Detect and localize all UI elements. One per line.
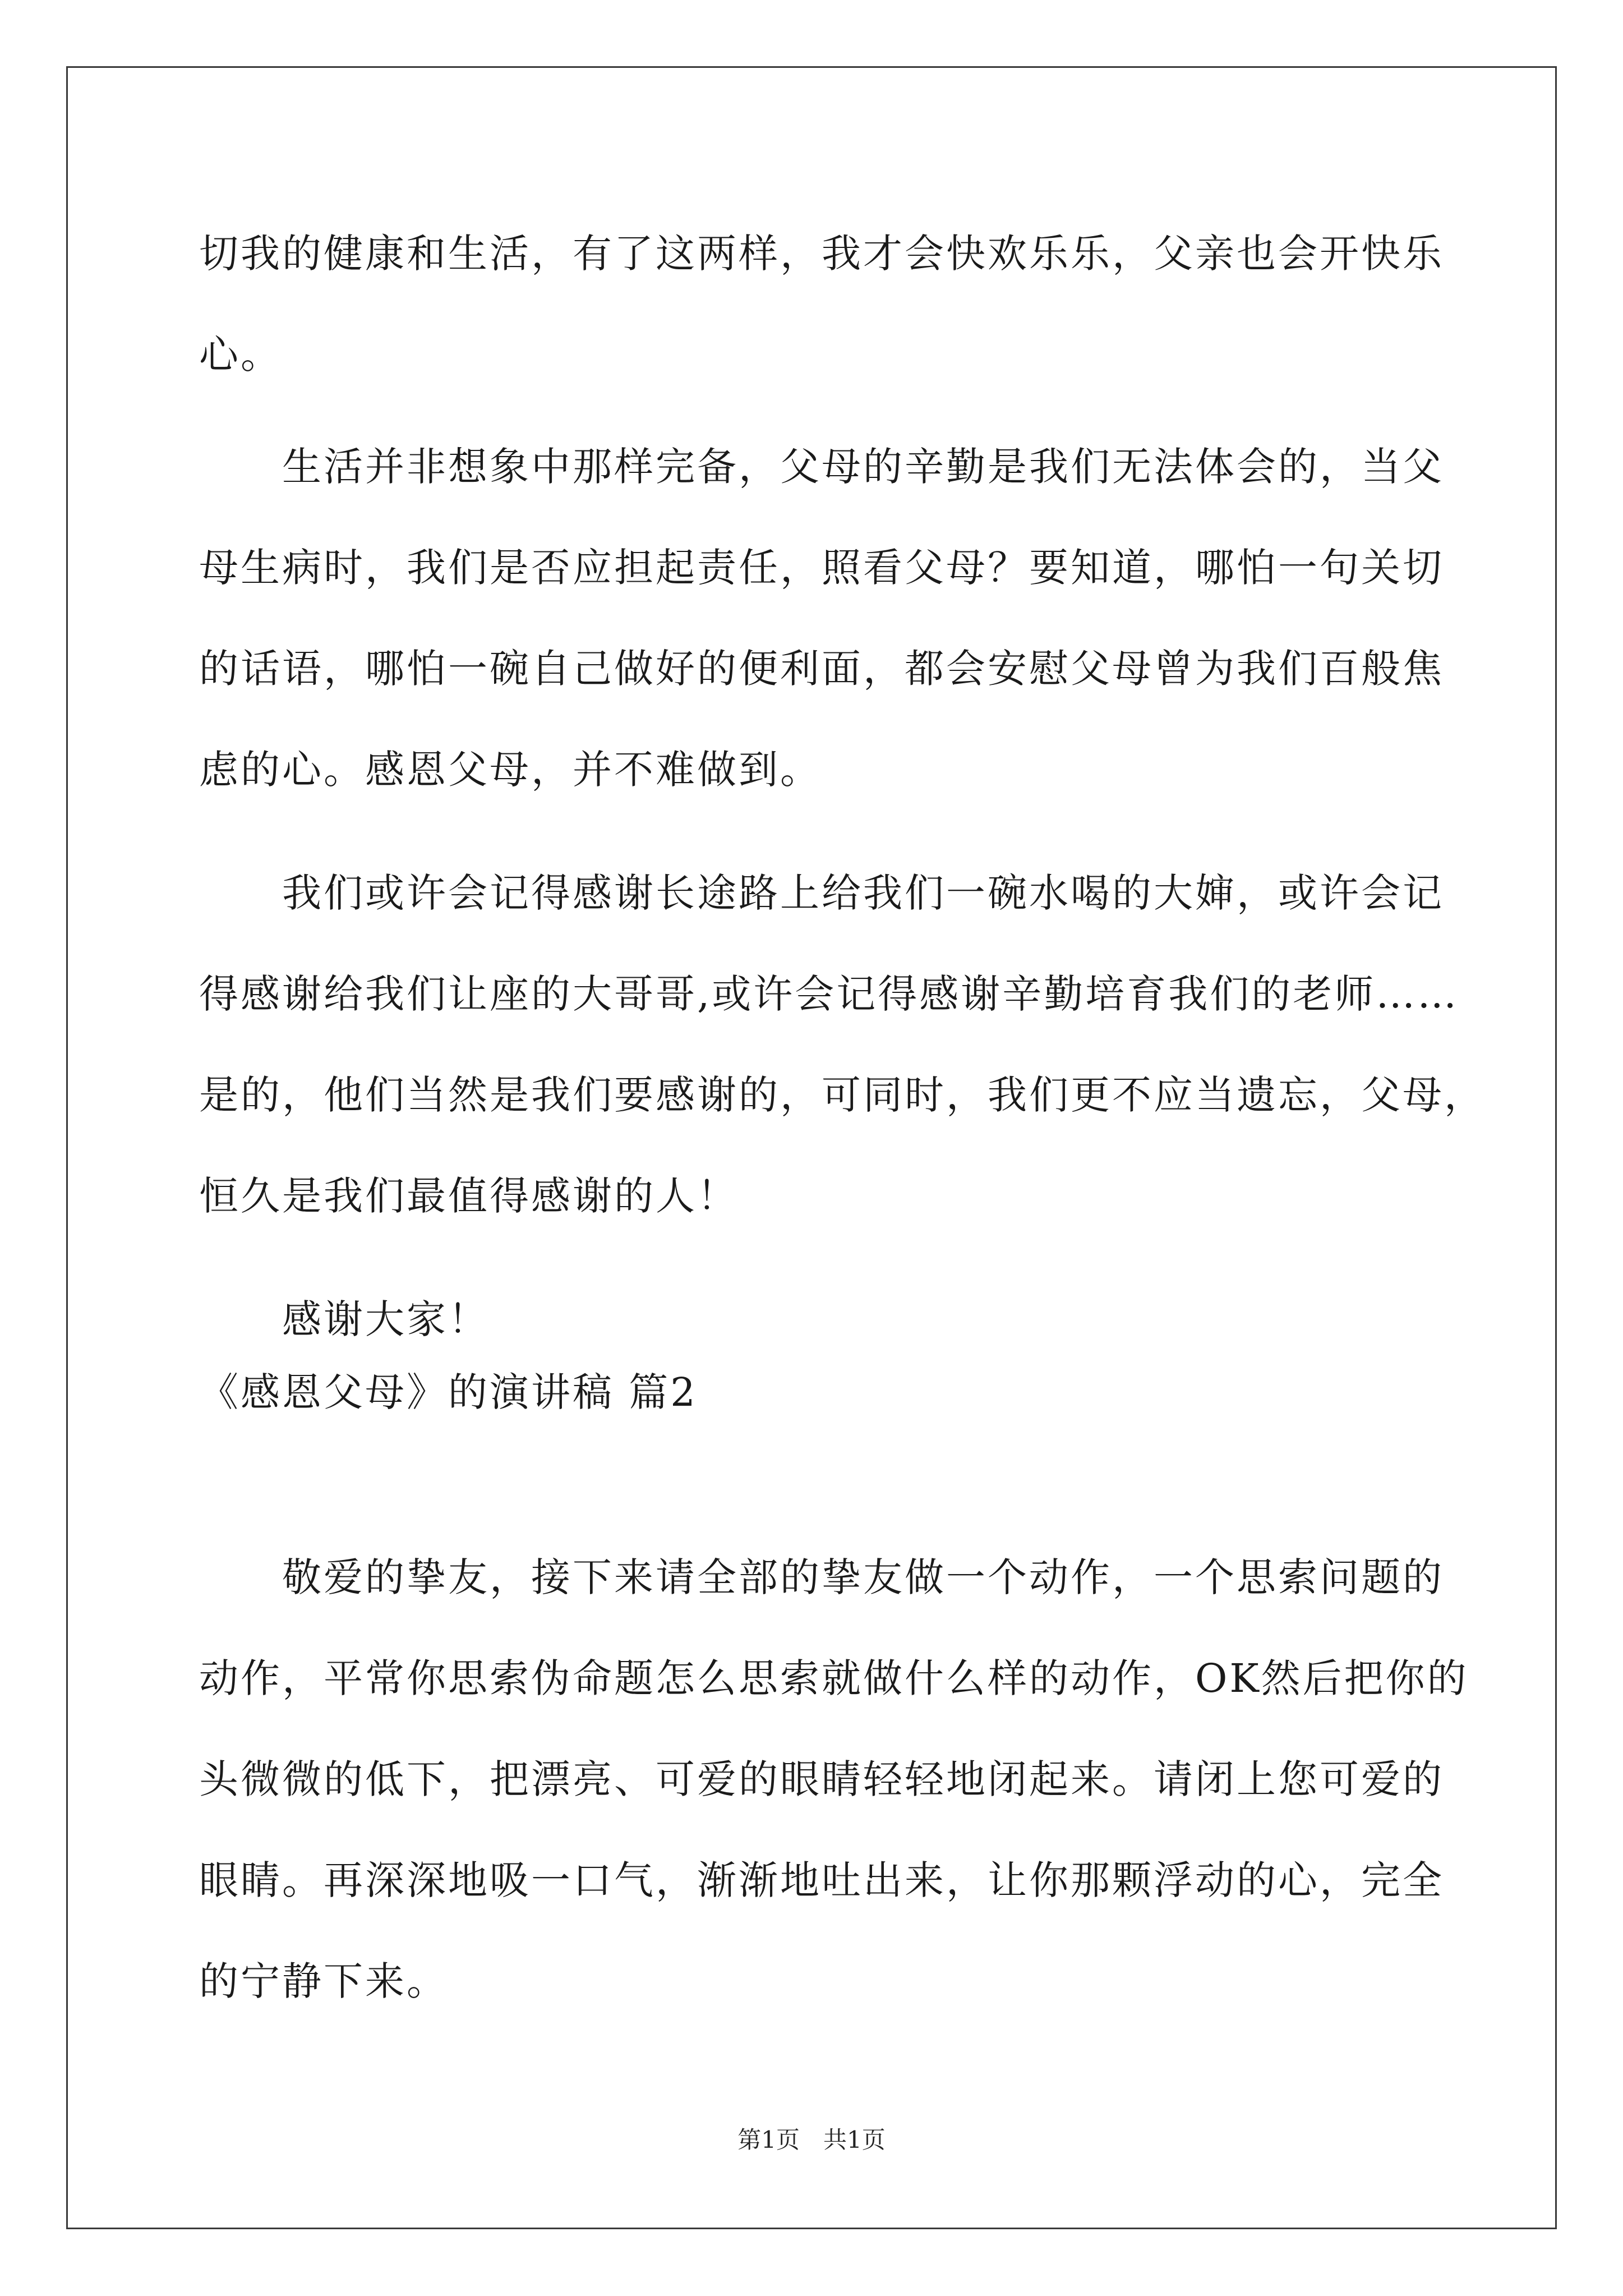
paragraph-4 <box>199 1269 1422 1370</box>
text-line: 眼睛。再深深地吸一口气，渐渐地吐出来，让你那颗浮动的心，完全 <box>199 1857 1444 1903</box>
text-line: 得感谢给我们让座的大哥哥,或许会记得感谢辛勤培育我们的老师…… <box>199 971 1459 1017</box>
paragraph-2 <box>199 416 1444 820</box>
text-line: 虑的心。感恩父母，并不难做到。 <box>199 747 822 793</box>
section-heading: 《感恩父母》的演讲稿 篇2 <box>199 1369 698 1415</box>
text-line: 是的，他们当然是我们要感谢的，可同时，我们更不应当遗忘，父母， <box>199 1072 1486 1118</box>
text-line: 母生病时，我们是否应担起责任，照看父母？要知道，哪怕一句关切 <box>199 545 1444 591</box>
text-line: 的话语，哪怕一碗自己做好的便利面，都会安慰父母曾为我们百般焦 <box>199 646 1444 692</box>
text-line: 恒久是我们最值得感谢的人！ <box>199 1173 739 1219</box>
text-line: 切我的健康和生活，有了这两样，我才会快欢乐乐，父亲也会开快乐 <box>199 231 1444 277</box>
text-line: 我们或许会记得感谢长途路上给我们一碗水喝的大婶，或许会记 <box>199 870 1444 916</box>
paragraph-5 <box>199 1527 1469 2032</box>
text-line: 敬爱的挚友，接下来请全部的挚友做一个动作，一个思索问题的 <box>199 1554 1444 1600</box>
text-line: 感谢大家！ <box>199 1296 490 1342</box>
text-line: 的宁静下来。 <box>199 1958 448 2004</box>
text-line: 头微微的低下，把漂亮、可爱的眼睛轻轻地闭起来。请闭上您可爱的 <box>199 1756 1444 1802</box>
text-line: 动作，平常你思索伪命题怎么思索就做什么样的动作，OK然后把你的 <box>199 1655 1469 1701</box>
page-footer: 第1页 共1页 <box>737 2126 886 2154</box>
text-line: 心。 <box>199 332 282 378</box>
text-line: 生活并非想象中那样完备，父母的辛勤是我们无法体会的，当父 <box>199 444 1444 490</box>
paragraph-3 <box>199 843 1486 1246</box>
paragraph-1 <box>199 203 1444 405</box>
